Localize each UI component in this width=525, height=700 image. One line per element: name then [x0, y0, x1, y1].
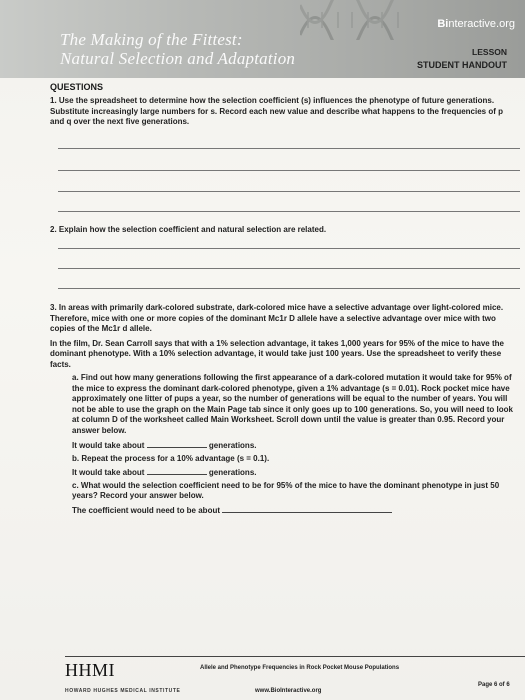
answer-line[interactable] [58, 191, 520, 192]
title-line-1: The Making of the Fittest: [60, 30, 243, 49]
answer-3c: The coefficient would need to be about [72, 504, 520, 517]
answer-3b: It would take about generations. [72, 468, 257, 477]
answer-line[interactable] [58, 288, 520, 289]
questions-heading: QUESTIONS [50, 82, 104, 92]
question-3a: a. Find out how many generations following the first appearance of a dark-colored mutation it would take for 95% of the mice to express the dominant dark-colored phenotype, given a 1% advantage (s = 0.01). Rock pocket mice have approximately one litter of pups a year, so the number of generations will be equal to the number of years. You will not be able to use the graph on the Main Page tab since it only goes up to 100 generations. So, you will need to look at column D of the worksheet called Main Worksheet. Scroll down until the value is greater than 0.95. Record your answer below. It would take about generations. b. Repeat the process for a 10% advantage (s = 0.1). It would take about generations. c. What would the selection coefficient need to be for 95% of the mice to have the dominant phenotype in just 50 years? Record your answer below. The coefficient would need to be about [50, 373, 520, 516]
footer-url: www.BioInteractive.org [255, 688, 322, 694]
answer-line[interactable] [58, 268, 520, 269]
answer-blank-3c[interactable] [222, 504, 392, 513]
answer-line[interactable] [58, 148, 520, 149]
title-line-2: Natural Selection and Adaptation [60, 49, 296, 68]
page-number: Page 6 of 6 [478, 682, 510, 688]
header-banner [0, 0, 525, 78]
lesson-title [60, 30, 295, 68]
question-3c: c. What would the selection coefficient need to be for 95% of the mice to have the dominant phenotype in just 50 years? Record your answer below. [72, 480, 500, 500]
answer-blank-3b[interactable] [147, 466, 207, 475]
question-2: 2. Explain how the selection coefficient and natural selection are related. [50, 225, 327, 234]
question-1: 1. Use the spreadsheet to determine how the selection coefficient (s) influences the phenotype of future generations. Substitute increasingly large numbers for s. Record each new value and describe what happens to the frequencies of p and q over the next five generations. [50, 96, 503, 126]
lesson-label: LESSON STUDENT HANDOUT [417, 47, 507, 70]
answer-line[interactable] [58, 211, 520, 212]
hhmi-logo: HHMI [65, 660, 115, 680]
hhmi-logo-subtitle: HOWARD HUGHES MEDICAL INSTITUTE [65, 688, 181, 694]
answer-3a: It would take about generations. [72, 441, 257, 450]
biointeractive-logo: Binteractive.org [437, 18, 515, 30]
answer-line[interactable] [58, 170, 520, 171]
question-3: 3. In areas with primarily dark-colored substrate, dark-colored mice have a selective advantage over light-colored mice. Therefore, mice with one or more copies of the dominant Mc1r D allele have a selective advantage over mice with two copies of the Mc1r d allele. In the film, Dr. Sean Carroll says that with a 1% selection advantage, it takes 1,000 years for 95% of the mice to have the dominant phenotype. With a 10% selection advantage, it would take just 100 years. Use the spreadsheet to verify these facts. a. Find out how many generations following the first appearance of a dark-colored mutation it would take for 95% of the mice to express the dominant dark-colored phenotype, given a 1% advantage (s = 0.01). Rock pocket mice have approximately one litter of pups a year, so the number of generations will be equal to the number of years. You will not be able to use the graph on the Main Page tab since it only goes up to 100 generations. So, you will need to look at column D of the worksheet called Main Worksheet. Scroll down until the value is greater than 0.95. Record your answer below. It would take about generations. b. Repeat the process for a 10% advantage (s = 0.1). It would take about generations. c. What would the selection coefficient need to be for 95% of the mice to have the dominant phenotype in just 50 years? Record your answer below. The coefficient would need to be about [50, 303, 520, 516]
question-3b: b. Repeat the process for a 10% advantage (s = 0.1). [72, 453, 270, 463]
answer-blank-3a[interactable] [147, 439, 207, 448]
dna-helix-graphic [300, 0, 410, 40]
answer-line[interactable] [58, 248, 520, 249]
footer-title: Allele and Phenotype Frequencies in Rock Pocket Mouse Populations [200, 665, 400, 671]
footer-divider [65, 656, 525, 657]
